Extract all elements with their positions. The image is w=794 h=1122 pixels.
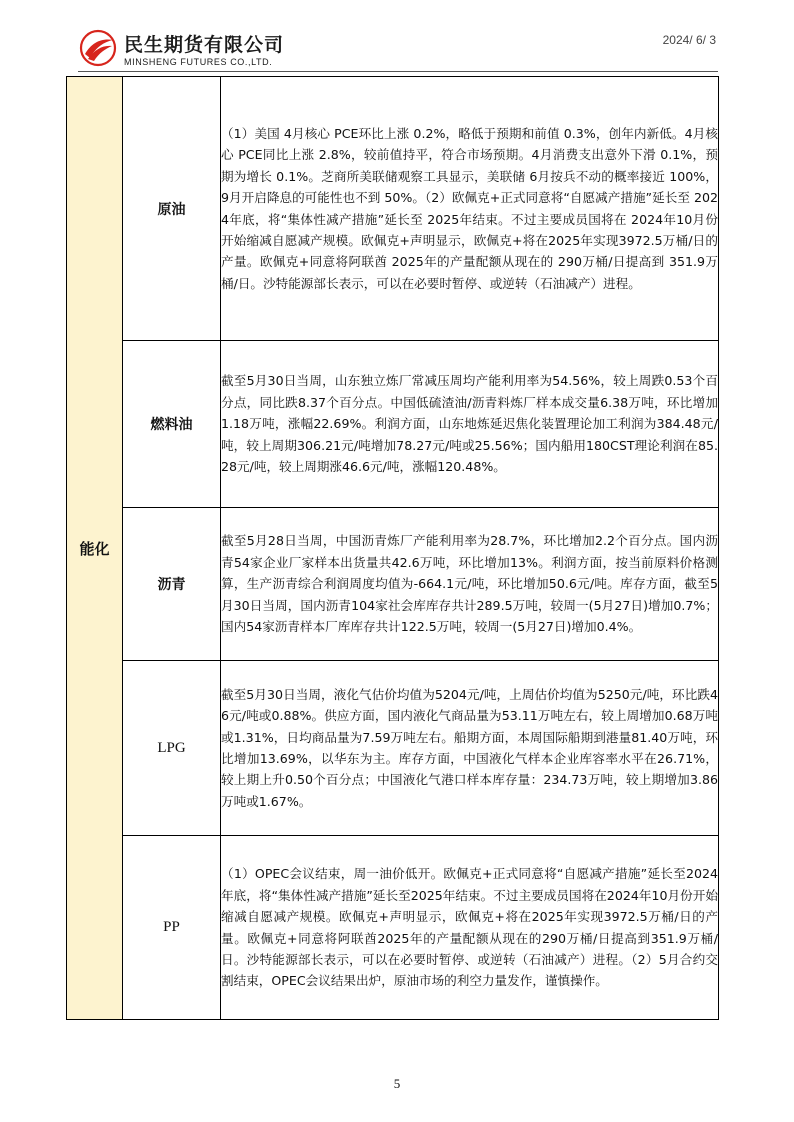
market-commentary-table — [66, 76, 719, 1020]
company-name-en: MINSHENG FUTURES CO.,LTD. — [124, 57, 273, 67]
commentary-cell: 截至5月28日当周，中国沥青炼厂产能利用率为28.7%，环比增加2.2个百分点。国内沥青54家企业厂家样本出货量共42.6万吨，环比增加13%。利润方面，按当前原料价格测算，生产沥青综合利润周度均值为-664.1元/吨，环比增加50.6元/吨。库存方面，截至5月30日当周，国内沥青104家社会库库存共计289.5万吨，较周一(5月27日)增加0.7%；国内54家沥青样本厂库库存共计122.5万吨，较周一(5月27日)增加0.4%。 — [221, 508, 719, 661]
product-cell: 燃料油 — [123, 341, 221, 508]
report-date: 2024/ 6/ 3 — [662, 33, 716, 47]
company-name-cn: 民生期货有限公司 — [124, 34, 285, 56]
table-row-pp — [67, 836, 719, 1020]
table-row-fuel-oil — [67, 341, 719, 508]
table-row-lpg — [67, 661, 719, 836]
header-divider — [78, 71, 718, 72]
product-cell: 沥青 — [123, 508, 221, 661]
page-number: 5 — [393, 1076, 401, 1091]
table-row-crude-oil — [67, 77, 719, 341]
commentary-cell: 截至5月30日当周，山东独立炼厂常减压周均产能利用率为54.56%，较上周跌0.53个百分点，同比跌8.37个百分点。中国低硫渣油/沥青料炼厂样本成交量6.38万吨，环比增加1.18万吨，涨幅22.69%。利润方面，山东地炼延迟焦化装置理论加工利润为384.48元/吨，较上周期306.21元/吨增加78.27元/吨或25.56%；国内船用180CST理论利润在85.28元/吨，较上周期涨46.6元/吨，涨幅120.48%。 — [221, 341, 719, 508]
minsheng-logo-icon — [78, 28, 118, 68]
commentary-cell: （1）美国 4月核心 PCE环比上涨 0.2%，略低于预期和前值 0.3%，创年内新低。4月核心 PCE同比上涨 2.8%，较前值持平，符合市场预期。4月消费支出意外下滑 0.1%，预期为增长 0.1%。芝商所美联储观察工具显示，美联储 6月按兵不动的概率接近 100%，9月开启降息的可能性也不到 50%。（2）欧佩克+正式同意将“自愿减产措施”延长至 2024年底，将“集体性减产措施”延长至 2025年结束。不过主要成员国将在 2024年10月份开始缩减自愿减产规模。欧佩克+声明显示，欧佩克+将在2025年实现3972.5万桶/日的产量。欧佩克+同意将阿联酋 2025年的产量配额从现在的 290万桶/日提高到 351.9万桶/日。沙特能源部长表示，可以在必要时暂停、或逆转（石油减产）进程。 — [221, 77, 719, 341]
sector-cell: 能化 — [67, 77, 123, 1020]
table-row-asphalt — [67, 508, 719, 661]
commentary-cell: 截至5月30日当周，液化气估价均值为5204元/吨，上周估价均值为5250元/吨，环比跌46元/吨或0.88%。供应方面，国内液化气商品量为53.11万吨左右，较上周增加0.68万吨或1.31%，日均商品量为7.59万吨左右。船期方面，本周国际船期到港量81.40万吨，环比增加13.69%，以华东为主。库存方面，中国液化气样本企业库容率水平在26.71%，较上期上升0.50个百分点；中国液化气港口样本库存量：234.73万吨，较上期增加3.86万吨或1.67%。 — [221, 661, 719, 836]
product-cell: 原油 — [123, 77, 221, 341]
company-logo — [78, 26, 318, 70]
product-cell: PP — [123, 836, 221, 1020]
product-cell: LPG — [123, 661, 221, 836]
commentary-cell: （1）OPEC会议结束，周一油价低开。欧佩克+正式同意将“自愿减产措施”延长至2024年底，将“集体性减产措施”延长至2025年结束。不过主要成员国将在2024年10月份开始缩减自愿减产规模。欧佩克+声明显示，欧佩克+将在2025年实现3972.5万桶/日的产量。欧佩克+同意将阿联酋2025年的产量配额从现在的290万桶/日提高到351.9万桶/日。沙特能源部长表示，可以在必要时暂停、或逆转（石油减产）进程。（2）5月合约交割结束，OPEC会议结果出炉，原油市场的利空力量发作，谨慎操作。 — [221, 836, 719, 1020]
